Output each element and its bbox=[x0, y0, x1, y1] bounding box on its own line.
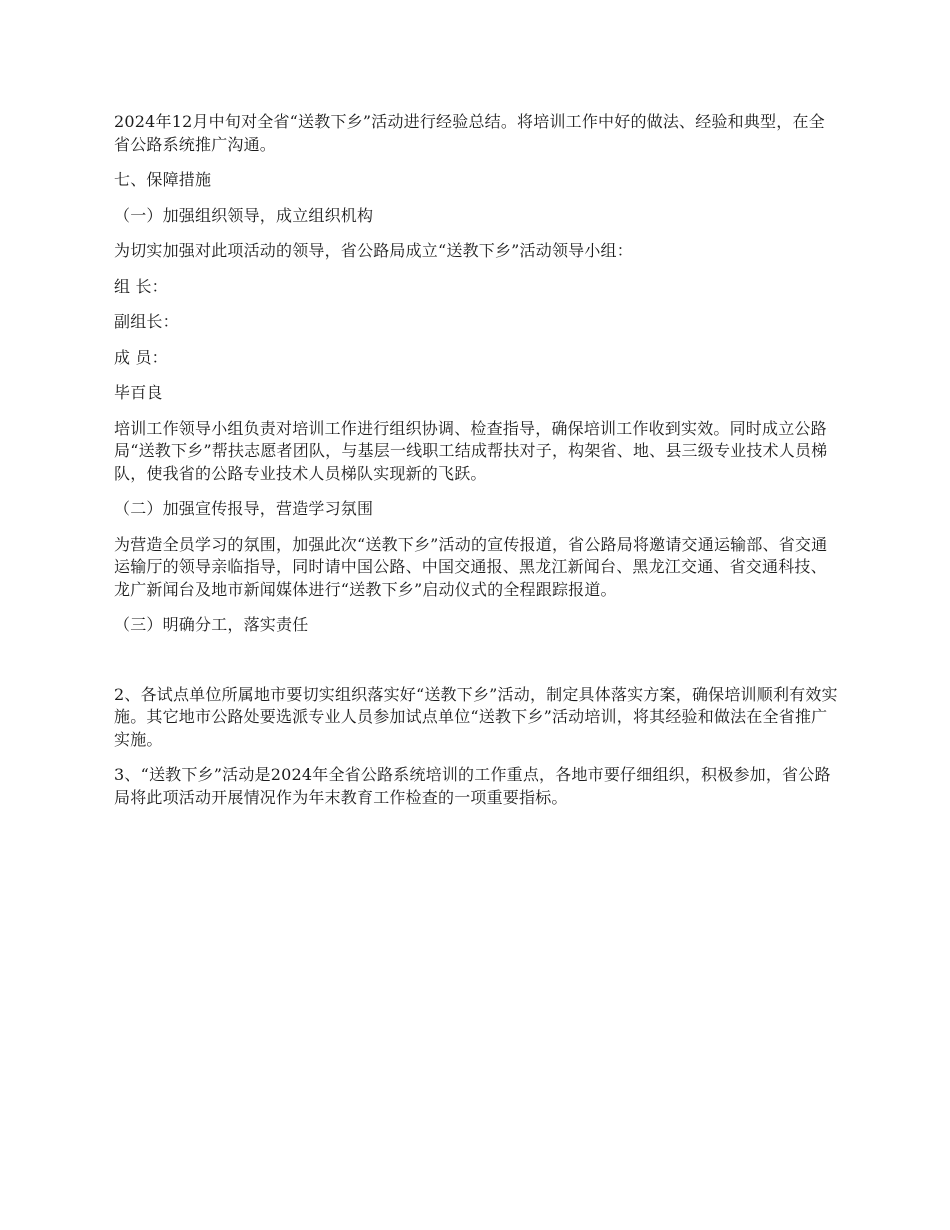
label-members: 成 员： bbox=[114, 347, 168, 367]
subheading-responsibility: （三）明确分工，落实责任 bbox=[114, 615, 309, 634]
paragraph-publicity: 为营造全员学习的氛围，加强此次“送教下乡”活动的宣传报道，省公路局将邀请交通运输部、省交通运输厅的领导亲临指导，同时请中国公路、中国交通报、黑龙江新闻台、黑龙江交通、省交通科技、龙广新闻台及地市新闻媒体进行“送教下乡”启动仪式的全程跟踪报道。 bbox=[114, 534, 828, 599]
label-group-leader: 组 长： bbox=[114, 276, 168, 296]
member-name: 毕百良 bbox=[114, 383, 163, 402]
paragraph-item-2: 2、各试点单位所属地市要切实组织落实好“送教下乡”活动，制定具体落实方案，确保培训顺利有效实施。其它地市公路处要选派专业人员参加试点单位“送教下乡”活动培训，将其经验和做法在全省推广实施。 bbox=[114, 684, 838, 749]
section-heading-safeguards: 七、保障措施 bbox=[114, 170, 212, 189]
subheading-organization: （一）加强组织领导，成立组织机构 bbox=[114, 205, 374, 225]
paragraph-summary: 2024年12月中旬对全省“送教下乡”活动进行经验总结。将培训工作中好的做法、经验和典型，在全省公路系统推广沟通。 bbox=[114, 112, 825, 154]
paragraph-leadership-group: 为切实加强对此项活动的领导，省公路局成立“送教下乡”活动领导小组： bbox=[114, 241, 633, 260]
spacer bbox=[114, 650, 840, 684]
paragraph-item-3: 3、“送教下乡”活动是2024年全省公路系统培训的工作重点，各地市要仔细组织，积极参加，省公路局将此项活动开展情况作为年末教育工作检查的一项重要指标。 bbox=[114, 765, 831, 807]
label-deputy-leader: 副组长： bbox=[114, 312, 179, 331]
paragraph-group-duties: 培训工作领导小组负责对培训工作进行组织协调、检查指导，确保培训工作收到实效。同时成立公路局“送教下乡”帮扶志愿者团队，与基层一线职工结成帮扶对子，构架省、地、县三级专业技术人员梯队，使我省的公路专业技术人员梯队实现新的飞跃。 bbox=[114, 418, 828, 483]
subheading-publicity: （二）加强宣传报导，营造学习氛围 bbox=[114, 499, 374, 518]
document-body bbox=[114, 111, 840, 822]
